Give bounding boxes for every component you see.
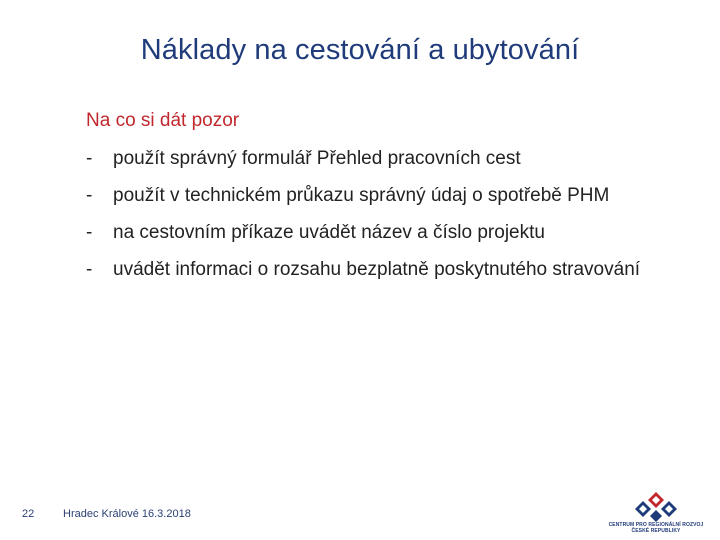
- footer-location-date: Hradec Králové 16.3.2018: [63, 508, 191, 520]
- bullet-list: [86, 145, 686, 293]
- bullet-item: [86, 182, 686, 209]
- slide-subtitle: Na co si dát pozor: [86, 110, 240, 131]
- bullet-item: [86, 256, 686, 283]
- bullet-dash: -: [86, 148, 93, 169]
- bullet-text: použít v technickém průkazu správný údaj o spotřebě PHM: [113, 185, 610, 206]
- slide-title: Náklady na cestování a ubytování: [140, 34, 580, 66]
- bullet-item: [86, 145, 686, 172]
- crr-logo: [588, 490, 718, 538]
- crr-diamond-logo-icon: [588, 490, 718, 524]
- logo-text: [596, 522, 716, 534]
- bullet-dash: -: [86, 222, 93, 243]
- bullet-item: [86, 219, 686, 246]
- bullet-text: uvádět informaci o rozsahu bezplatně poskytnutého stravování: [113, 259, 641, 280]
- bullet-dash: -: [86, 185, 93, 206]
- page-number: 22: [22, 508, 35, 520]
- bullet-text: na cestovním příkaze uvádět název a číslo projektu: [113, 222, 545, 243]
- logo-line-1: CENTRUM PRO REGIONÁLNÍ ROZVOJ: [608, 522, 704, 528]
- logo-line-2: ČESKÉ REPUBLIKY: [631, 528, 681, 534]
- bullet-dash: -: [86, 259, 93, 280]
- bullet-text: použít správný formulář Přehled pracovních cest: [113, 148, 521, 169]
